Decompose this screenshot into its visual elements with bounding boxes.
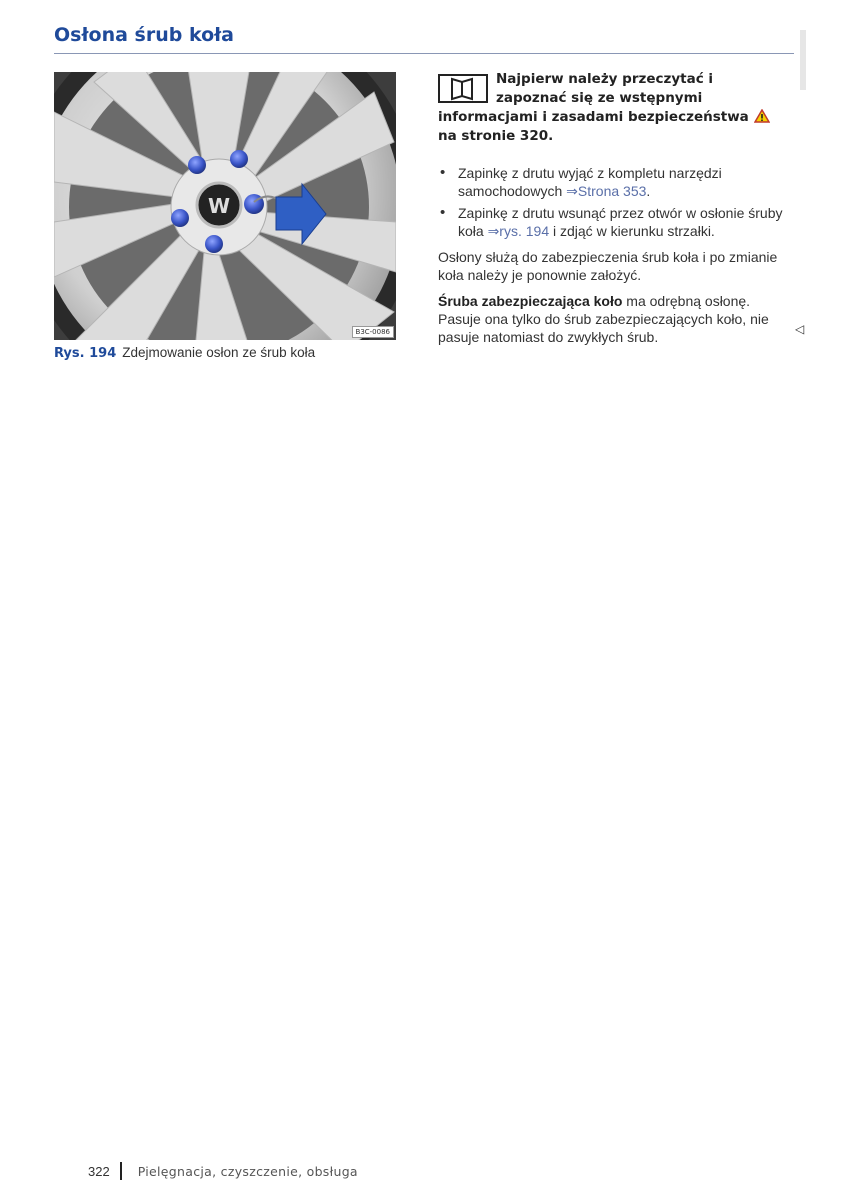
list-item: • Zapinkę z drutu wyjąć z kompletu narzędzi samochodowych ⇒Strona 353. <box>438 164 788 200</box>
figure-number: Rys. 194 <box>54 346 117 361</box>
wheel-illustration <box>54 72 396 340</box>
warning-triangle-icon <box>754 109 770 123</box>
margin-tab <box>800 30 806 90</box>
figure-caption-text: Zdejmowanie osłon ze śrub koła <box>122 345 316 360</box>
note-page-ref: na stronie 320. <box>438 128 554 144</box>
cross-reference-link[interactable]: ⇒rys. 194 <box>487 223 550 239</box>
main-content <box>438 70 788 346</box>
figure-caption <box>54 345 315 361</box>
page-number: 322 <box>88 1163 110 1179</box>
open-book-icon <box>438 72 488 104</box>
svg-text:W: W <box>207 194 231 218</box>
paragraph-security-bolt: Śruba zabezpieczająca koło ma odrębną osłonę. Pasuje ona tylko do śrub zabezpieczających koło, nie pasuje natomiast do zwykłych śrub. <box>438 293 769 345</box>
wheel-figure <box>54 72 396 340</box>
paragraph-purpose: Osłony służą do zabezpieczenia śrub koła i po zmianie koła należy je ponownie założyć. <box>438 249 778 283</box>
note-text: Najpierw należy przeczytać i zapoznać się ze wstępnymi informacjami i zasadami bezpieczeństwa <box>438 71 749 125</box>
instruction-list <box>438 164 788 240</box>
bold-term: Śruba zabezpieczająca koło <box>438 293 623 309</box>
section-end-marker: ◁ <box>795 322 805 336</box>
footer-section-title: Pielęgnacja, czyszczenie, obsługa <box>137 1163 358 1179</box>
footer-divider <box>120 1162 122 1180</box>
page-footer <box>88 1162 358 1180</box>
title-divider <box>54 53 794 54</box>
safety-note <box>438 70 788 146</box>
page-title: Osłona śrub koła <box>54 24 234 46</box>
figure-code: B3C-0086 <box>352 326 394 338</box>
cross-reference-link[interactable]: ⇒Strona 353 <box>566 183 647 199</box>
list-item: • Zapinkę z drutu wsunąć przez otwór w osłonie śruby koła ⇒rys. 194 i zdjąć w kierunku strzałki. <box>438 204 788 240</box>
